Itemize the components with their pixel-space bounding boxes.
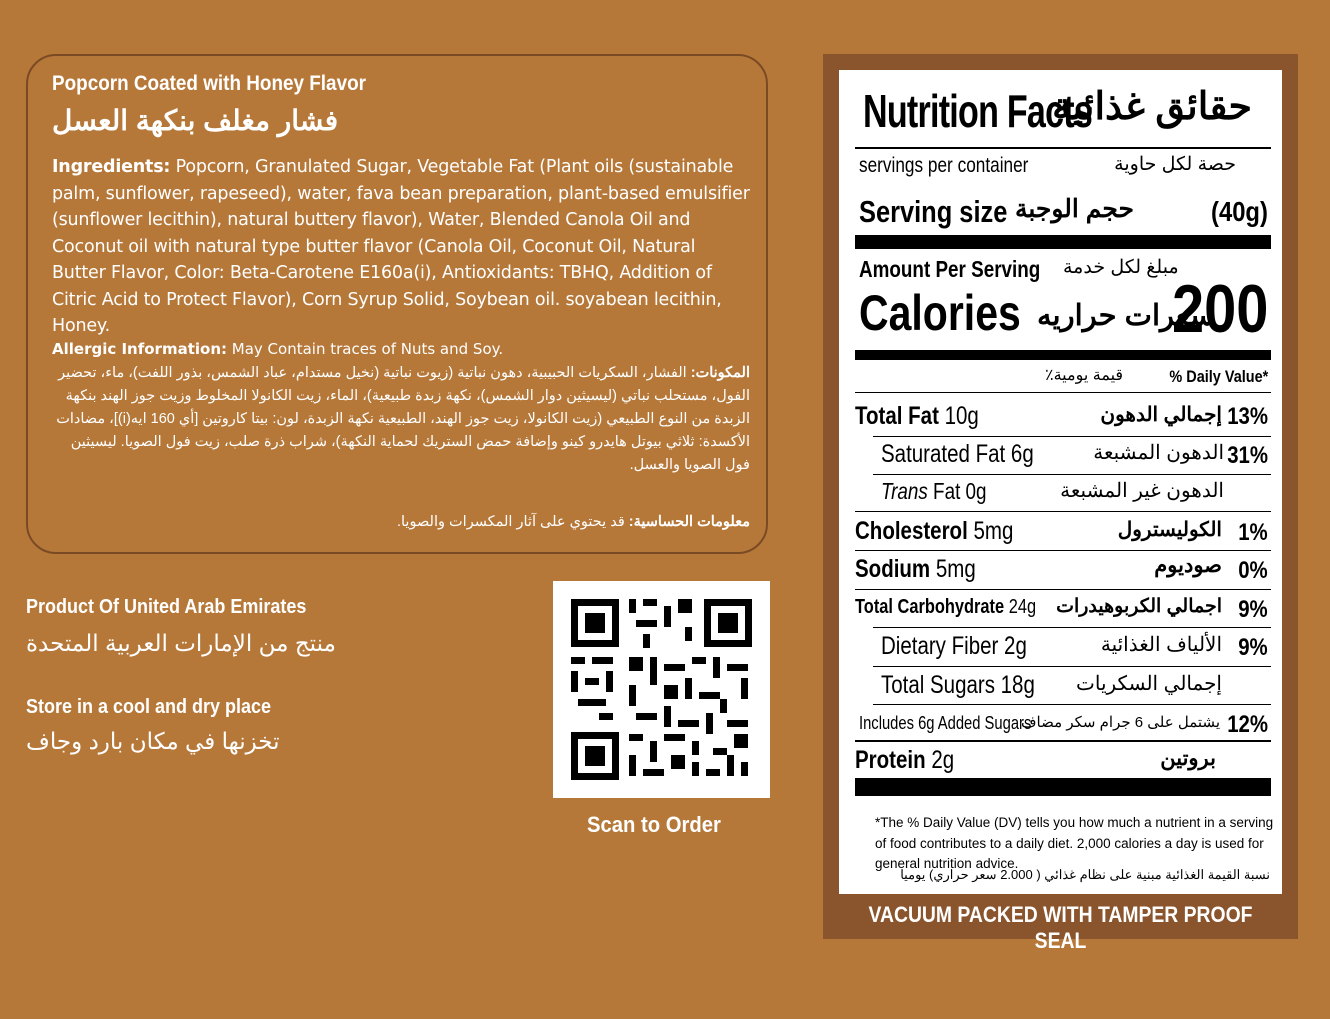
nutrient-name: Total Carbohydrate [855, 596, 1005, 618]
daily-value-en: % Daily Value* [1169, 367, 1268, 386]
nutrient-total-carbohydrate-ar: اجمالي الكربوهيدرات [1056, 596, 1222, 617]
serving-size-value: (40g) [1211, 196, 1268, 227]
divider [873, 627, 1271, 628]
nutrient-added-sugars-ar: يشتمل على 6 جرام سكر مضاف [1020, 714, 1220, 731]
nutrient-total-fat [855, 402, 979, 431]
nutrient-dietary-fiber-pct: 9% [1238, 634, 1268, 661]
nutrient-name: Saturated Fat [881, 440, 1006, 468]
ingredients-text [52, 154, 752, 340]
nutrient-protein [855, 746, 954, 775]
product-title-en: Popcorn Coated with Honey Flavor [52, 72, 366, 95]
serving-size-en: Serving size [859, 194, 1008, 229]
origin-en: Product Of United Arab Emirates [26, 596, 307, 618]
divider [873, 436, 1271, 437]
ingredients-card [26, 54, 768, 554]
nutrition-title-en: Nutrition Facts [863, 85, 1093, 137]
daily-value-ar: ٪قيمة يومية [1045, 367, 1124, 384]
divider [873, 474, 1271, 475]
nutrient-sodium-pct: 0% [1238, 557, 1268, 584]
nutrient-name: Trans [881, 478, 928, 504]
nutrient-cholesterol-ar: الكوليسترول [1117, 519, 1222, 541]
nutrient-total-sugars-ar: إجمالي السكريات [1076, 673, 1222, 695]
nutrient-total-carbohydrate [855, 596, 1036, 619]
nutrient-name: Dietary Fiber [881, 632, 999, 660]
nutrient-amount: Fat 0g [933, 478, 987, 504]
nutrient-dietary-fiber-ar: الألياف الغذائية [1100, 634, 1222, 656]
nutrient-amount: 10g [944, 402, 979, 430]
servings-ar: حصة لكل حاوية [1114, 154, 1236, 175]
allergen-label: Allergic Information: [52, 340, 227, 358]
qr-code[interactable] [553, 581, 770, 798]
nutrient-amount: 5mg [973, 517, 1014, 545]
seal-notice: VACUUM PACKED WITH TAMPER PROOF SEAL [868, 902, 1253, 953]
thick-divider [855, 778, 1271, 796]
nutrient-amount: 2g [931, 746, 955, 774]
daily-value-footnote-ar: نسبة القيمة الغذائية مبنية على نظام غذائي ( 2.000 سعر حراري) يوميا [900, 867, 1270, 882]
nutrient-amount: 6g [1010, 440, 1034, 468]
calories-value: 200 [1171, 271, 1268, 347]
divider [855, 392, 1271, 393]
nutrient-name: Total Sugars [881, 671, 995, 699]
nutrient-name: Total Fat [855, 402, 939, 430]
divider [855, 550, 1271, 551]
calories-label-en: Calories [859, 285, 1021, 341]
nutrition-facts-label [839, 70, 1282, 894]
origin-ar: منتج من الإمارات العربية المتحدة [26, 630, 336, 656]
calories-label-ar: سعرات حراريه [1037, 300, 1215, 332]
nutrient-total-sugars [881, 671, 1035, 700]
nutrient-saturated-fat-ar: الدهون المشبعة [1093, 442, 1224, 464]
nutrient-total-fat-ar: إجمالي الدهون [1100, 404, 1222, 426]
divider [855, 589, 1271, 590]
nutrient-sodium-ar: صوديوم [1154, 554, 1222, 577]
nutrient-trans-fat [881, 478, 987, 505]
nutrient-cholesterol-pct: 1% [1238, 519, 1268, 546]
amount-per-serving-ar: مبلغ لكل خدمة [1063, 257, 1179, 278]
allergen-info-ar [397, 514, 750, 530]
nutrient-cholesterol [855, 517, 1013, 546]
storage-ar: تخزنها في مكان بارد وجاف [26, 728, 280, 754]
nutrient-added-sugars: Includes 6g Added Sugars [859, 713, 1032, 733]
allergen-body: May Contain traces of Nuts and Soy. [227, 340, 504, 358]
amount-per-serving-en: Amount Per Serving [859, 256, 1041, 282]
divider [855, 147, 1271, 149]
ingredients-text-ar [50, 362, 750, 477]
nutrition-panel [823, 54, 1298, 953]
nutrient-name: Sodium [855, 555, 931, 583]
ingredients-label-ar: المكونات: [690, 365, 750, 381]
nutrient-amount: 5mg [935, 555, 976, 583]
divider [855, 511, 1271, 512]
nutrient-amount: 2g [1004, 632, 1027, 660]
ingredients-label: Ingredients: [52, 157, 171, 177]
nutrient-added-sugars-pct: 12% [1227, 711, 1268, 738]
daily-value-footnote: *The % Daily Value (DV) tells you how much a nutrient in a serving of food contributes to a daily diet. 2,000 calories a day is used for general nutrition advice. [875, 815, 1274, 871]
divider [855, 740, 1271, 742]
serving-size-ar: حجم الوجبة [1014, 195, 1134, 223]
ingredients-body: Popcorn, Granulated Sugar, Vegetable Fat (Plant oils (sustainable palm, sunflower, rapeseed), water, fava bean preparation, plant-based emulsifier (sunflower lecithin), natural buttery flavor), Water, Blended Canola Oil and Coconut oil with natural type butter flavor (Canola Oil, Coconut Oil, Natural Butter Flavor, Color: Beta-Carotene E160a(i), Antioxidants: TBHQ, Addition of Citric Acid to Protect Flavor), Corn Syrup Solid, Soybean oil. soyabean lecithin, Honey. [52, 157, 750, 336]
divider [873, 666, 1271, 667]
nutrient-saturated-fat [881, 440, 1034, 469]
nutrient-name: Cholesterol [855, 517, 968, 545]
medium-divider [855, 350, 1271, 360]
nutrient-trans-fat-ar: الدهون غير المشبعة [1060, 480, 1224, 502]
servings-en: servings per container [859, 154, 1029, 177]
nutrient-protein-ar: بروتين [1160, 747, 1216, 770]
ingredients-body-ar: الفشار، السكريات الحبيبية، دهون نباتية (زيوت نباتية (نخيل مستدام، عباد الشمس، بذور اللفت)، ماء، تحضير الفول، مستحلب نباتي (ليسيثين دوار الشمس)، نكهة زبدة طبيعية)، الماء، زيت الكانولا المخلوط وزيت جوز الهند بنكهة الزبدة من النوع الطبيعي (زيت الكانولا، زيت جوز الهند، الطبيعية نكهة الزبدة، لون: بيتا كاروتين [أي 160 ايه(i)]، مضادات الأكسدة: ثلاثي بيوتل هايدرو كينو وإضافة حمض الستريك لحماية النكهة)، شراب ذرة صلب، زيت فول الصويا. ليسيثين فول الصويا والعسل. [56, 365, 750, 473]
qr-code-image [553, 581, 770, 798]
divider [873, 704, 1271, 705]
allergen-info [52, 340, 752, 358]
nutrient-amount: 24g [1008, 596, 1037, 618]
allergen-label-ar: معلومات الحساسية: [628, 514, 750, 530]
nutrient-total-fat-pct: 13% [1227, 403, 1268, 430]
nutrient-total-carbohydrate-pct: 9% [1238, 596, 1268, 623]
nutrient-name: Protein [855, 746, 926, 774]
allergen-body-ar: قد يحتوي على آثار المكسرات والصويا. [396, 514, 629, 530]
scan-to-order-label: Scan to Order [587, 812, 721, 837]
storage-en: Store in a cool and dry place [26, 696, 272, 718]
nutrition-title-ar: حقائق غذائية [1052, 86, 1252, 128]
nutrient-sodium [855, 555, 976, 584]
thick-divider [855, 235, 1271, 249]
nutrient-dietary-fiber [881, 632, 1027, 661]
product-title-ar: فشار مغلف بنكهة العسل [52, 105, 339, 136]
nutrient-saturated-fat-pct: 31% [1227, 442, 1268, 469]
nutrient-amount: 18g [1000, 671, 1035, 699]
